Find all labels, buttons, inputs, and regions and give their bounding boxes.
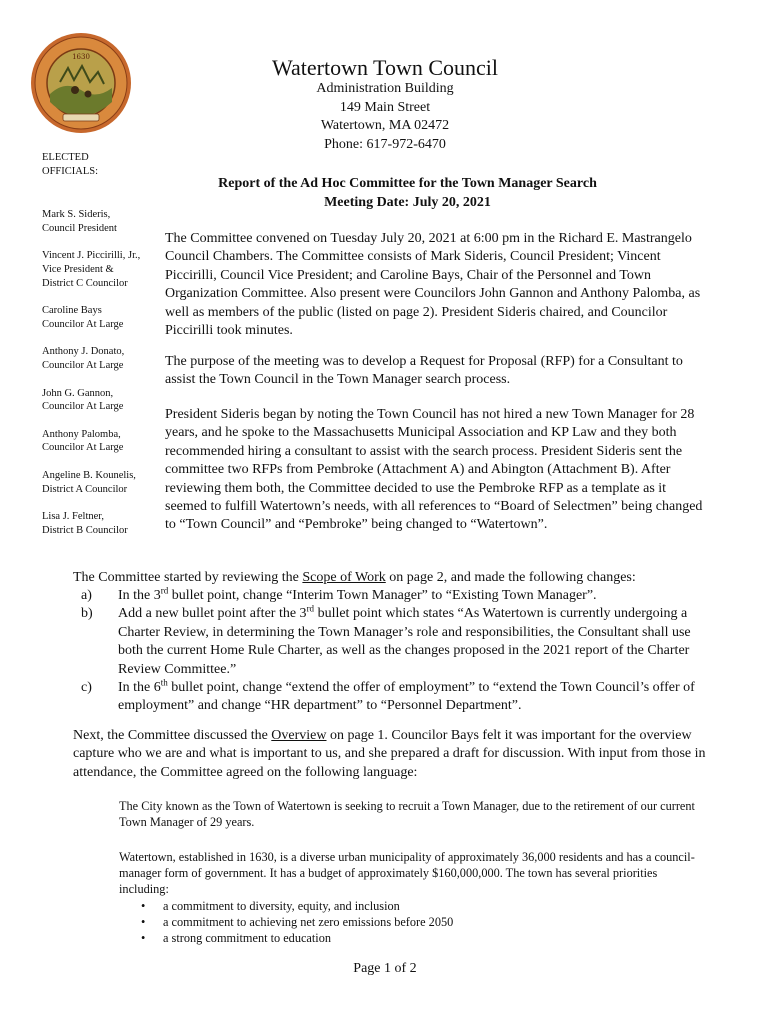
address-line: Administration Building: [316, 81, 454, 96]
seal-year: 1630: [72, 53, 90, 61]
list-item: a) In the 3rd bullet point, change “Interim Town Manager” to “Existing Town Manager”.: [81, 585, 597, 603]
council-title: Watertown Town Council: [271, 55, 499, 80]
list-item: • a commitment to achieving net zero emissions before 2050: [119, 914, 699, 930]
list-item: c) In the 6th bullet point, change “extend the offer of employment” to “extend the Town Council’s offer of employment” and change “HR department” to “Personnel Department”.: [81, 677, 695, 714]
scope-of-work-link: Scope of Work: [302, 570, 386, 585]
paragraph-background: President Sideris began by noting the Town Council has not hired a new Town Manager for 28 years, and he spoke to the Massachusetts Municipal Association and KP Law and they both recommended hiring a consultant to assist with the search process. President Sideris sent the committee two RFPs from Pembroke (Attachment A) and Abington (Attachment B). After reviewing them both, the Committee decided to use the Pembroke RFP as a template as it seemed to fulfill Watertown’s needs, with all references to “Board of Selectmen” being changed to “Town Council” and “Pembroke” being changed to “Watertown”.: [165, 407, 703, 533]
list-item: • a commitment to diversity, equity, and inclusion: [119, 898, 699, 914]
official-entry: Caroline Bays Councilor At Large: [42, 305, 124, 330]
official-entry: Anthony Palomba, Councilor At Large: [42, 428, 124, 454]
meeting-date: Meeting Date: July 20, 2021: [324, 194, 491, 210]
official-entry: Vincent J. Piccirilli, Jr., Vice President & District C Councilor: [42, 250, 141, 289]
address-line: Phone: 617-972-6470: [324, 136, 446, 152]
bullet-icon: •: [141, 931, 146, 946]
quote-paragraph: Watertown, established in 1630, is a diverse urban municipality of approximately 36,000 residents and has a council-manager form of government. It has a budget of approximately $160,000,000. The town has several priorities including:: [119, 850, 695, 897]
page-number: Page 1 of 2: [353, 961, 417, 976]
town-seal-logo: [30, 32, 132, 134]
report-title: Report of the Ad Hoc Committee for the Town Manager Search: [218, 176, 597, 191]
elected-officials-sidebar: [42, 151, 167, 551]
official-entry: Mark S. Sideris, Council President: [42, 209, 117, 234]
paragraph-purpose: The purpose of the meeting was to develop a Request for Proposal (RFP) for a Consultant to assist the Town Council in the Town Manager search process.: [165, 354, 683, 388]
overview-link: Overview: [271, 728, 327, 743]
official-entry: Lisa J. Feltner, District B Councilor: [42, 511, 128, 536]
overview-paragraph: Next, the Committee discussed the Overview on page 1. Councilor Bays felt it was important for the overview capture who we are and what is important to us, and she prepared a draft for discussion. With input from those in attendance, the Committee agreed on the following language:: [73, 728, 706, 780]
bullet-icon: •: [141, 899, 146, 913]
report-heading: [165, 175, 650, 212]
list-item: b) Add a new bullet point after the 3rd bullet point which states “As Watertown is currently undergoing a Charter Review, in determining the Town Manager’s role and responsibilities, the Consultant shall use both the current Home Rule Charter, as well as the changes proposed in the 2021 report of the Charter Review Committee.”: [81, 603, 691, 677]
changes-list: [73, 587, 711, 716]
quote-paragraph: The City known as the Town of Watertown is seeking to recruit a Town Manager, due to the retirement of our current Town Manager of 29 years.: [119, 799, 695, 830]
bullet-icon: •: [141, 915, 146, 930]
elected-officials-label: ELECTED OFFICIALS:: [42, 152, 99, 177]
official-entry: Anthony J. Donato, Councilor At Large: [42, 346, 125, 371]
address-block: [250, 80, 520, 154]
official-entry: John G. Gannon, Councilor At Large: [42, 387, 124, 413]
official-entry: Angeline B. Kounelis, District A Councilor: [42, 469, 136, 495]
scope-intro: The Committee started by reviewing the Scope of Work on page 2, and made the following changes:: [73, 570, 636, 585]
list-item: • a strong commitment to education: [119, 930, 699, 946]
address-line: Watertown, MA 02472: [320, 118, 450, 133]
priorities-list: [119, 898, 699, 947]
address-line: 149 Main Street: [339, 99, 431, 115]
paragraph-convened: The Committee convened on Tuesday July 20, 2021 at 6:00 pm in the Richard E. Mastrangelo Council Chambers. The Committee consists of Mark Sideris, Council President; Vincent Piccirilli, Council Vice President; and Caroline Bays, Chair of the Personnel and Town Organization Committee. Also present were Councilors John Gannon and Anthony Palomba, as well as members of the public (listed on page 2). President Sideris chaired, and Councilor Piccirilli took minutes.: [165, 231, 701, 339]
